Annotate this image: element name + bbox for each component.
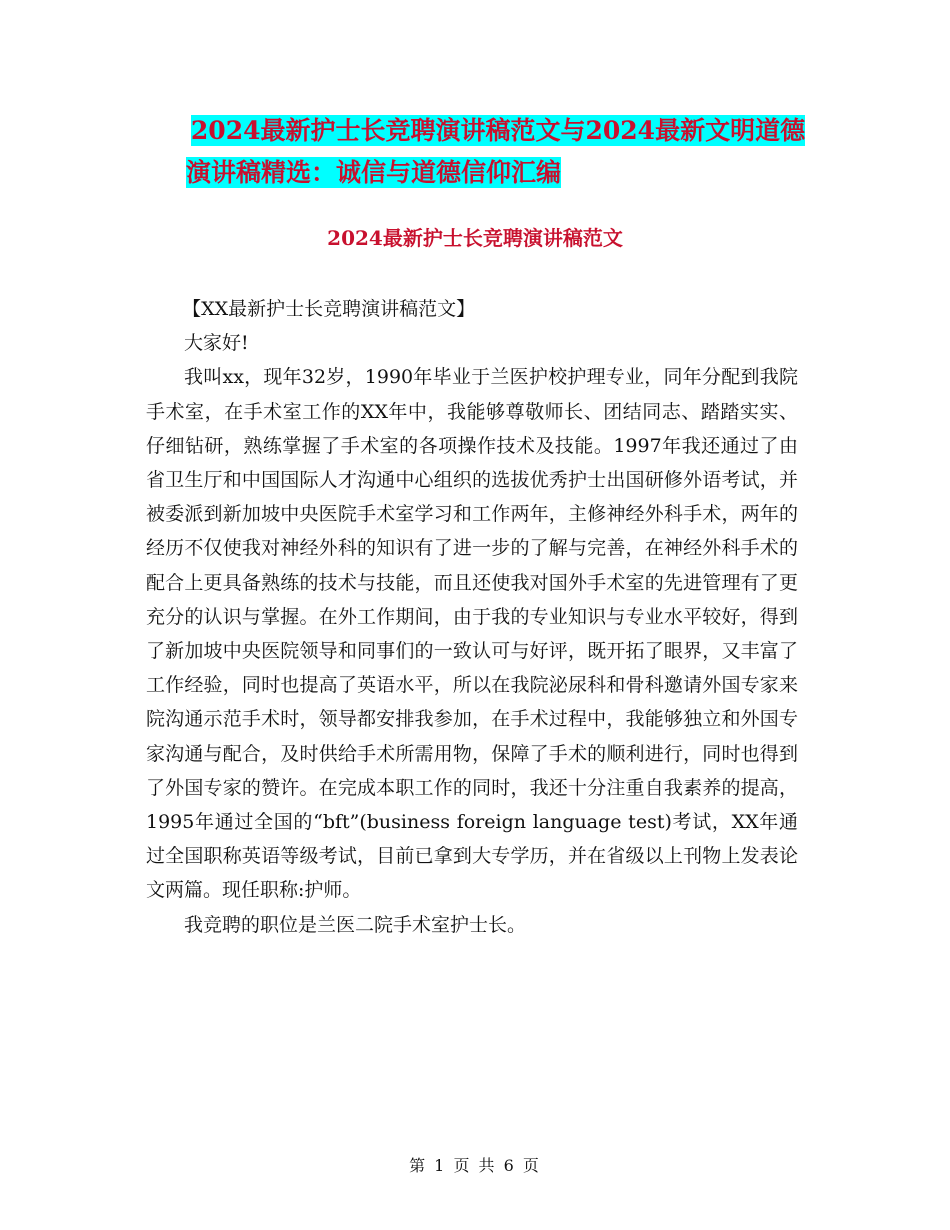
title-highlight-1: 2024最新护士长竞聘演讲稿范文与2024最新文明道德 [190, 116, 806, 145]
paragraph-position: 我竞聘的职位是兰医二院手术室护士长。 [184, 913, 527, 936]
paragraph-introduction: 我叫xx，现年32岁，1990年毕业于兰医护校护理专业，同年分配到我院手术室，在手术室工作的XX年中，我能够尊敬师长、团结同志、踏踏实实、仔细钻研，熟练掌握了手术室的各项操作技术及技能。1997年我还通过了由省卫生厅和中国国际人才沟通中心组织的选拔优秀护士出国研修外语考试，并被委派到新加坡中央医院手术室学习和工作两年，主修神经外科手术，两年的经历不仅使我对神经外科的知识有了进一步的了解与完善，在神经外科手术的配合上更具备熟练的技术与技能，而且还使我对国外手术室的先进管理有了更充分的认识与掌握。在外工作期间，由于我的专业知识与专业水平较好，得到了新加坡中央医院领导和同事们的一致认可与好评，既开拓了眼界，又丰富了工作经验，同时也提高了英语水平，所以在我院泌尿科和骨科邀请外国专家来院沟通示范手术时，领导都安排我参加，在手术过程中，我能够独立和外国专家沟通与配合，及时供给手术所需用物，保障了手术的顺利进行，同时也得到了外国专家的赞许。在完成本职工作的同时，我还十分注重自我素养的提高，1995年通过全国的“bft”(business foreign language test)考试，XX年通过全国职称英语等级考试，目前已拿到大专学历，并在省级以上刊物上发表论文两篇。现任职称:护师。 [146, 366, 798, 902]
paragraph-bracket-title: 【XX最新护士长竞聘演讲稿范文】 [182, 298, 476, 320]
document-title-line-1 [0, 114, 950, 148]
page-footer: 第 1 页 共 6 页 [409, 1156, 541, 1175]
body-text [146, 292, 798, 942]
document-title-line-2 [0, 156, 950, 190]
section-title: 2024最新护士长竞聘演讲稿范文 [327, 226, 623, 250]
paragraph-greeting: 大家好! [184, 332, 249, 355]
title-highlight-2: 演讲稿精选：诚信与道德信仰汇编 [186, 158, 562, 187]
